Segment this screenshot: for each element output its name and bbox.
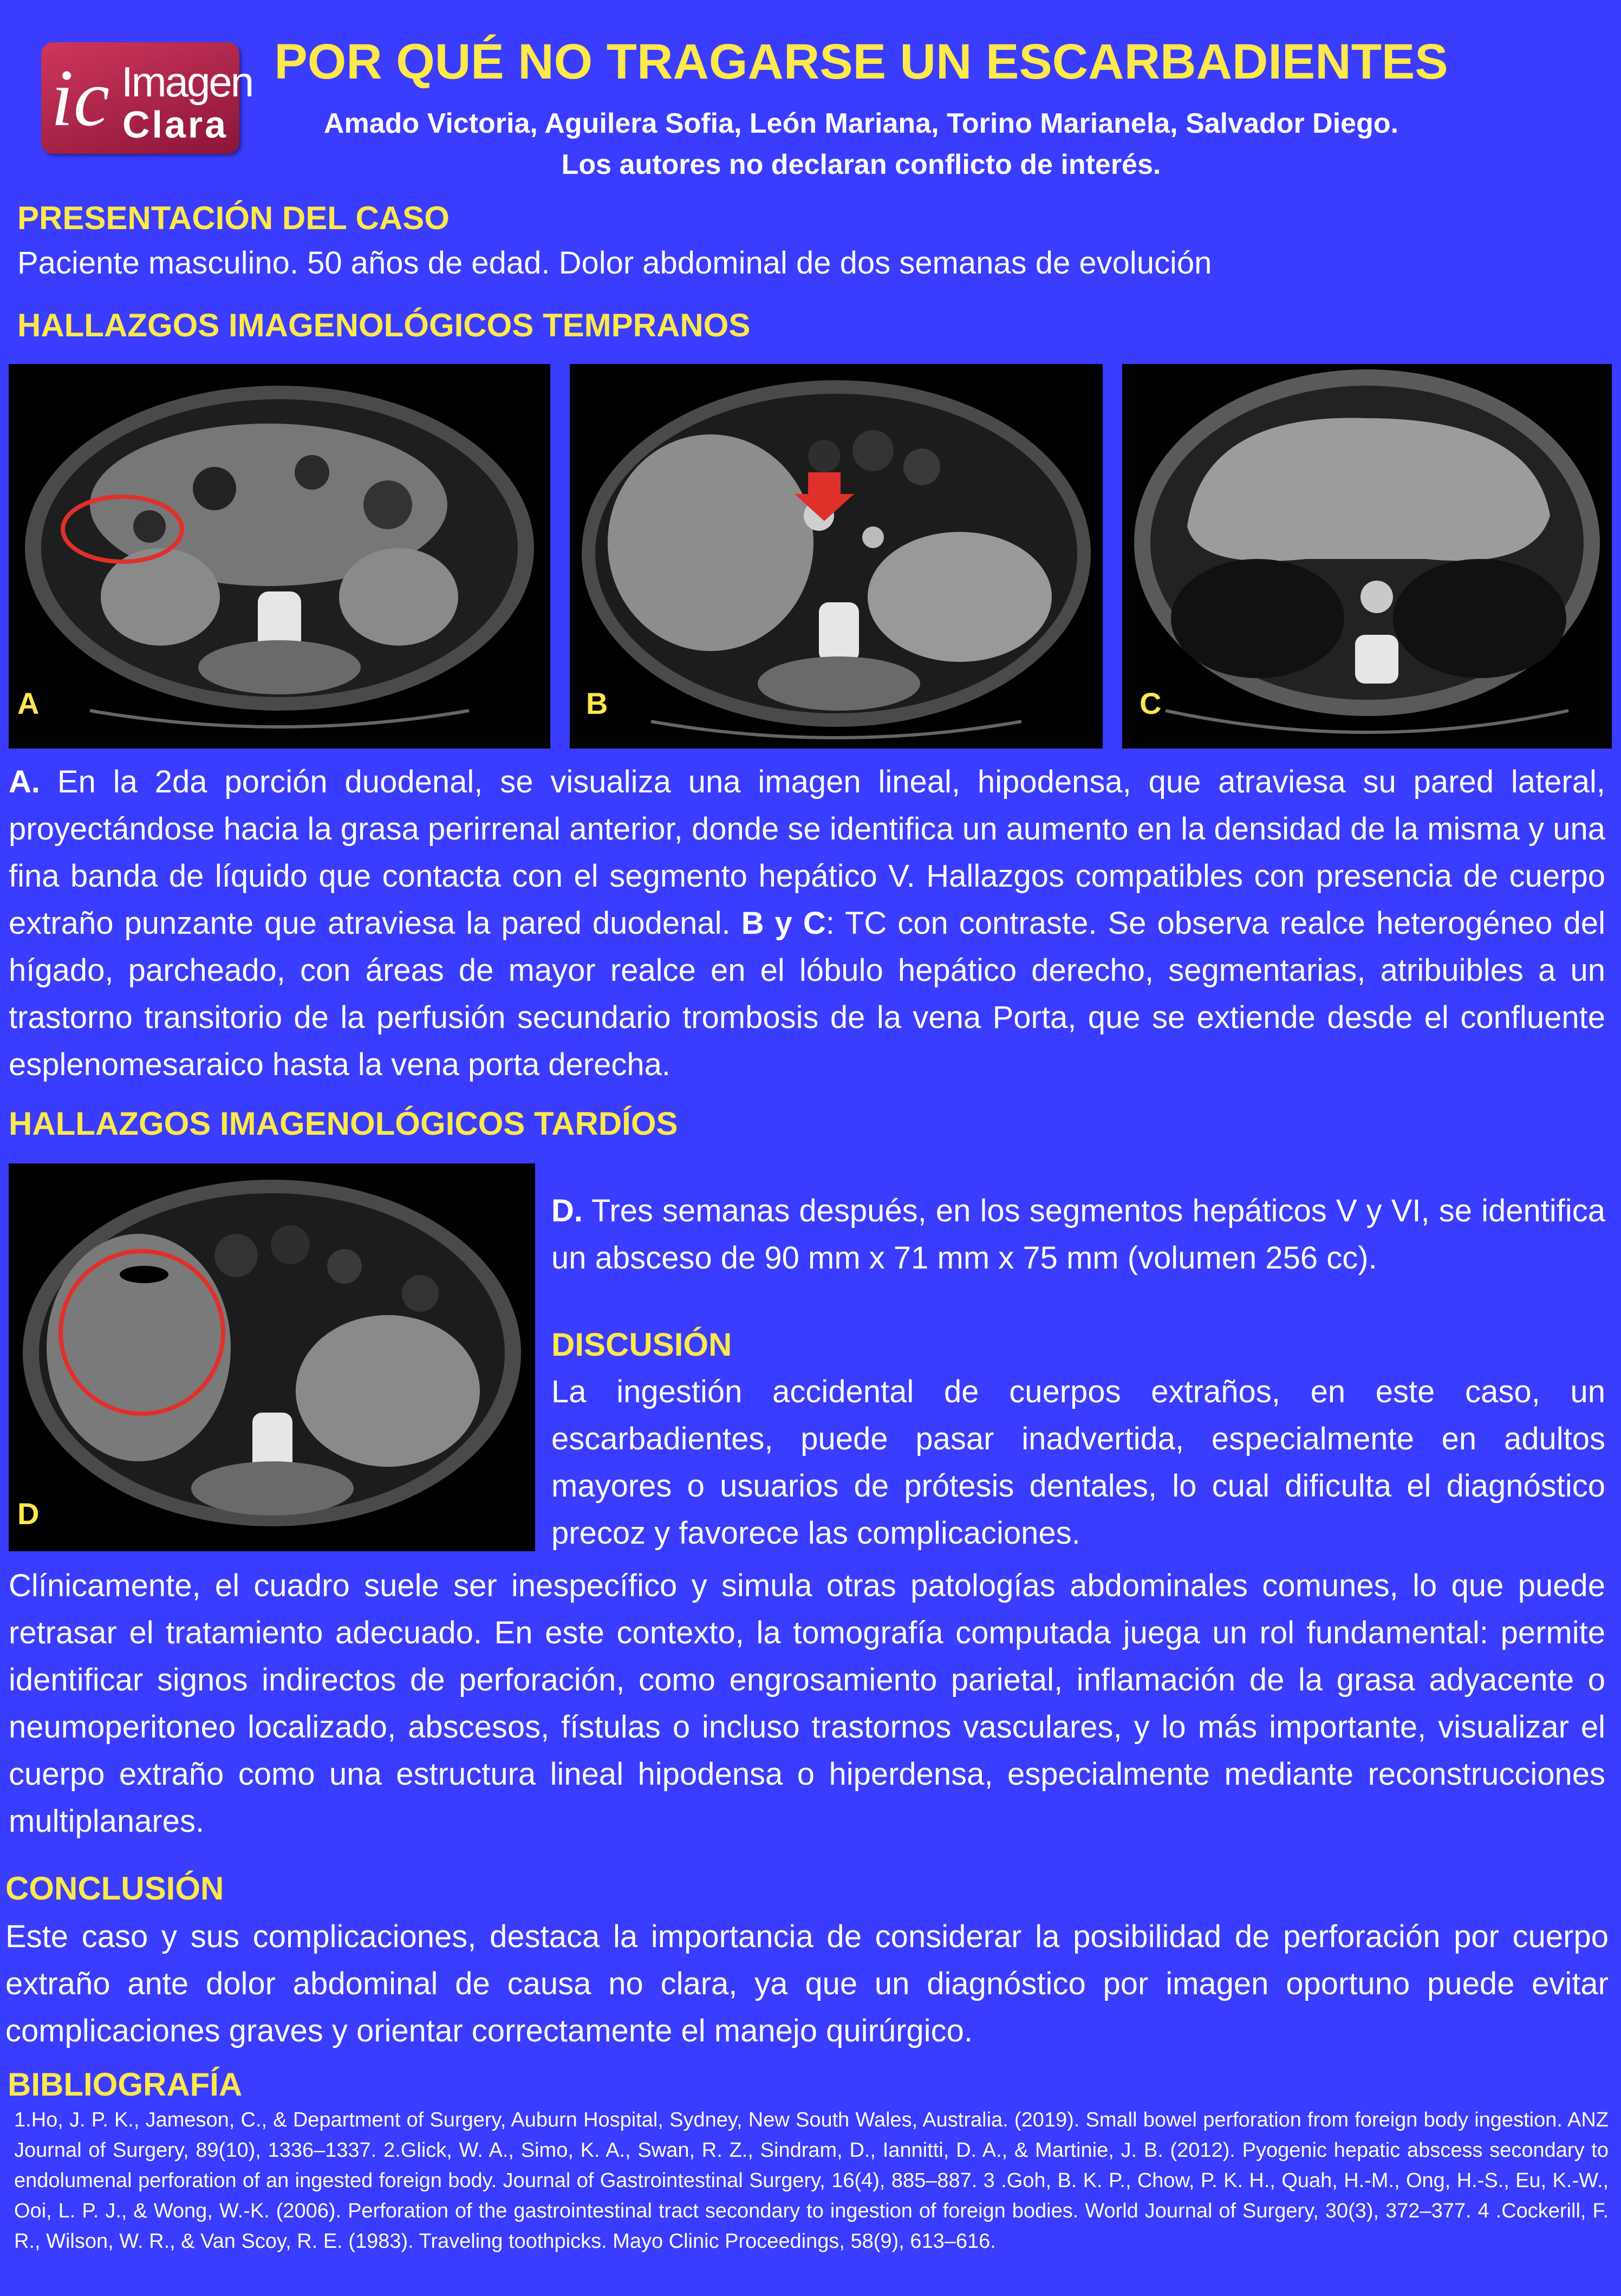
logo-imagen-text: Imagen [121, 58, 253, 106]
logo-ic-letters: ic [51, 53, 110, 143]
ct-image-b [570, 364, 1103, 749]
image-label-b: B [586, 686, 608, 720]
lead-a: A. [9, 764, 40, 799]
ct-image-a [9, 364, 550, 749]
early-text-2: : TC con contraste. Se observa realce heterogéneo del hígado, parcheado, con áreas de mayor realce en el lóbulo hepático derecho, segmentarias, atribuibles a un trastorno transitorio de la perfusión secundario trombosis de la vena Porta, que se extiende desde el confluente esplenomesaraico hasta la vena porta derecha. [9, 906, 1605, 1082]
late-findings-text [551, 1187, 1605, 1282]
discussion-text-2: Clínicamente, el cuadro suele ser inespecífico y simula otras patologías abdominales comunes, lo que puede retrasar el tratamiento adecuado. En este contexto, la tomografía computada juega un rol fundamental: permite identificar signos indirectos de perforación, como engrosamiento parietal, inflamación de la grasa adyacente o neumoperitoneo localizado, abscesos, fístulas o incluso trastornos vasculares, y lo más importante, visualizar el cuerpo extraño como una estructura lineal hipodensa o hiperdensa, especialmente mediante reconstrucciones multiplanares. [9, 1568, 1605, 1839]
authors-line: Amado Victoria, Aguilera Sofia, León Mariana, Torino Marianela, Salvador Diego. [323, 108, 1399, 139]
lead-bc: B y C [741, 906, 826, 941]
early-findings-heading: HALLAZGOS IMAGENOLÓGICOS TEMPRANOS [17, 307, 751, 343]
bibliography-heading: BIBLIOGRAFÍA [8, 2066, 243, 2103]
conclusion-heading: CONCLUSIÓN [5, 1870, 224, 1907]
image-label-d: D [17, 1497, 40, 1531]
late-findings-heading: HALLAZGOS IMAGENOLÓGICOS TARDÍOS [9, 1105, 678, 1142]
late-text: Tres semanas después, en los segmentos hepáticos V y VI, se identifica un absceso de 90 mm x 71 mm x 75 mm (volumen 256 cc). [551, 1193, 1605, 1276]
bibliography-text: 1.Ho, J. P. K., Jameson, C., & Department of Surgery, Auburn Hospital, Sydney, New South Wales, Australia. (2019). Small bowel perforation from foreign body ingestion. ANZ Journal of Surgery, 89(10), 1336–1337. 2.Glick, W. A., Simo, K. A., Swan, R. Z., Sindram, D., Iannitti, D. A., & Martinie, J. B. (2012). Pyogenic hepatic abscess secondary to endolumenal perforation of an ingested foreign body. Journal of Gastrointestinal Surgery, 16(4), 885–887. 3 .Goh, B. K. P., Chow, P. K. H., Quah, H.-M., Ong, H.-S., Eu, K.-W., Ooi, L. P. J., & Wong, W.-K. (2006). Perforation of the gastrointestinal tract secondary to ingestion of foreign bodies. World Journal of Surgery, 30(3), 372–377. 4 .Cockerill, F. R., Wilson, W. R., & Van Scoy, R. E. (1983). Traveling toothpicks. Mayo Clinic Proceedings, 58(9), 613–616. [14, 2109, 1609, 2253]
image-label-c: C [1140, 686, 1162, 720]
lead-d: D. [551, 1193, 583, 1228]
conclusion-text: Este caso y sus complicaciones, destaca la importancia de considerar la posibilidad de perforación por cuerpo extraño ante dolor abdominal de causa no clara, ya que un diagnóstico por imagen oportuno puede evitar complicaciones graves y orientar correctamente el manejo quirúrgico. [5, 1919, 1609, 2048]
ct-image-d [9, 1163, 535, 1551]
early-findings-text [9, 758, 1605, 1088]
case-heading: PRESENTACIÓN DEL CASO [17, 200, 450, 236]
disclosure-line: Los autores no declaran conflicto de interés. [561, 149, 1161, 180]
image-label-a: A [17, 686, 40, 720]
authors-block [271, 103, 1451, 185]
early-text-1: En la 2da porción duodenal, se visualiza una imagen lineal, hipodensa, que atraviesa su pared lateral, proyectándose hacia la grasa perirrenal anterior, donde se identifica un aumento en la densidad de la misma y una fina banda de líquido que contacta con el segmento hepático V. Hallazgos compatibles con presencia de cuerpo extraño punzante que atraviesa la pared duodenal. [9, 764, 1605, 941]
discussion-heading: DISCUSIÓN [551, 1326, 732, 1363]
discussion-text-1: La ingestión accidental de cuerpos extraños, en este caso, un escarbadientes, puede pasar inadvertida, especialmente en adultos mayores o usuarios de prótesis dentales, lo cual dificulta el diagnóstico precoz y favorece las complicaciones. [551, 1374, 1605, 1551]
logo-clara-text: Clara [122, 103, 229, 146]
logo-imagen-clara [41, 42, 253, 154]
ct-image-c [1122, 364, 1612, 749]
poster-title: POR QUÉ NO TRAGARSE UN ESCARBADIENTES [274, 34, 1448, 89]
case-text: Paciente masculino. 50 años de edad. Dolor abdominal de dos semanas de evolución [17, 245, 1212, 281]
